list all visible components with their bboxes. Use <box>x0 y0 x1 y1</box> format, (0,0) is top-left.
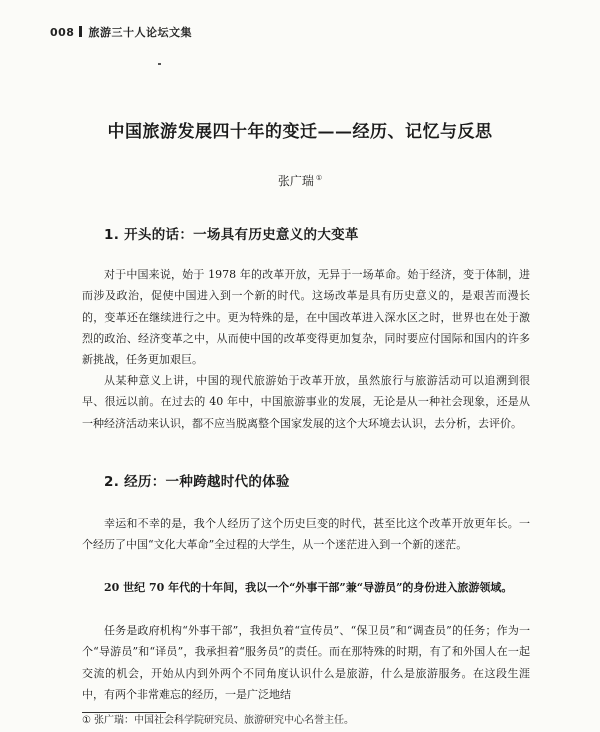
running-header <box>50 24 192 40</box>
paragraph: 对于中国来说，始于 1978 年的改革开放，无异于一场革命。始于经济，变于体制，进而涉及政治，促使中国进入到一个新的时代。这场改革是具有历史意义的，是艰苦而漫长的，变革还在继续进行之中。更为特殊的是，在中国改革进入深水区之时，世界也在处于激烈的政治、经济变革之中，从而使中国的改革变得更加复杂，同时要应付国际和国内的许多新挑战，任务更加艰巨。 <box>82 268 530 367</box>
paragraph: 幸运和不幸的是，我个人经历了这个历史巨变的时代，甚至比这个改革开放更年长。一个经历了中国“文化大革命”全过程的大学生，从一个迷茫进入到一个新的迷茫。 <box>82 517 530 552</box>
article-title: 中国旅游发展四十年的变迁——经历、记忆与反思 <box>107 122 493 142</box>
section-heading: 2. 经历：一种跨越时代的体验 <box>104 474 290 490</box>
paragraph-bold: 20 世纪 70 年代的十年间，我以一个“外事干部”兼“导游员”的身份进入旅游领域。 <box>104 581 513 594</box>
footnote-text: 张广瑞：中国社会科学院研究员、旅游研究中心名誉主任。 <box>93 715 354 726</box>
page-number: 008 <box>50 26 75 39</box>
footnote-divider <box>82 712 166 713</box>
book-title: 旅游三十人论坛文集 <box>88 26 192 39</box>
paragraph: 从某种意义上讲，中国的现代旅游始于改革开放，虽然旅行与旅游活动可以追溯到很早、很远以前。在过去的 40 年中，中国旅游事业的发展，无论是从一种社会现象，还是从一种经济活动来认识，都不应当脱离整个国家发展的这个大环境去认识，去分析，去评价。 <box>82 374 530 430</box>
author-name: 张广瑞 <box>277 174 314 188</box>
header-separator <box>79 26 82 37</box>
author-line <box>0 172 600 189</box>
footnote-marker: ① <box>82 715 91 726</box>
scan-speck <box>158 63 161 65</box>
section-heading: 1. 开头的话：一场具有历史意义的大变革 <box>104 227 359 243</box>
footnote <box>82 714 354 728</box>
author-note-marker: ① <box>315 174 323 182</box>
paragraph: 任务是政府机构“外事干部”，我担负着“宣传员”、“保卫员”和“调查员”的任务；作为一个“导游员”和“译员”，我承担着“服务员”的责任。而在那特殊的时期，有了和外国人在一起交流的机会，开始从内到外两个不同角度认识什么是旅游，什么是旅游服务。在这段生涯中，有两个非常难忘的经历，一是广泛地结 <box>82 624 530 701</box>
